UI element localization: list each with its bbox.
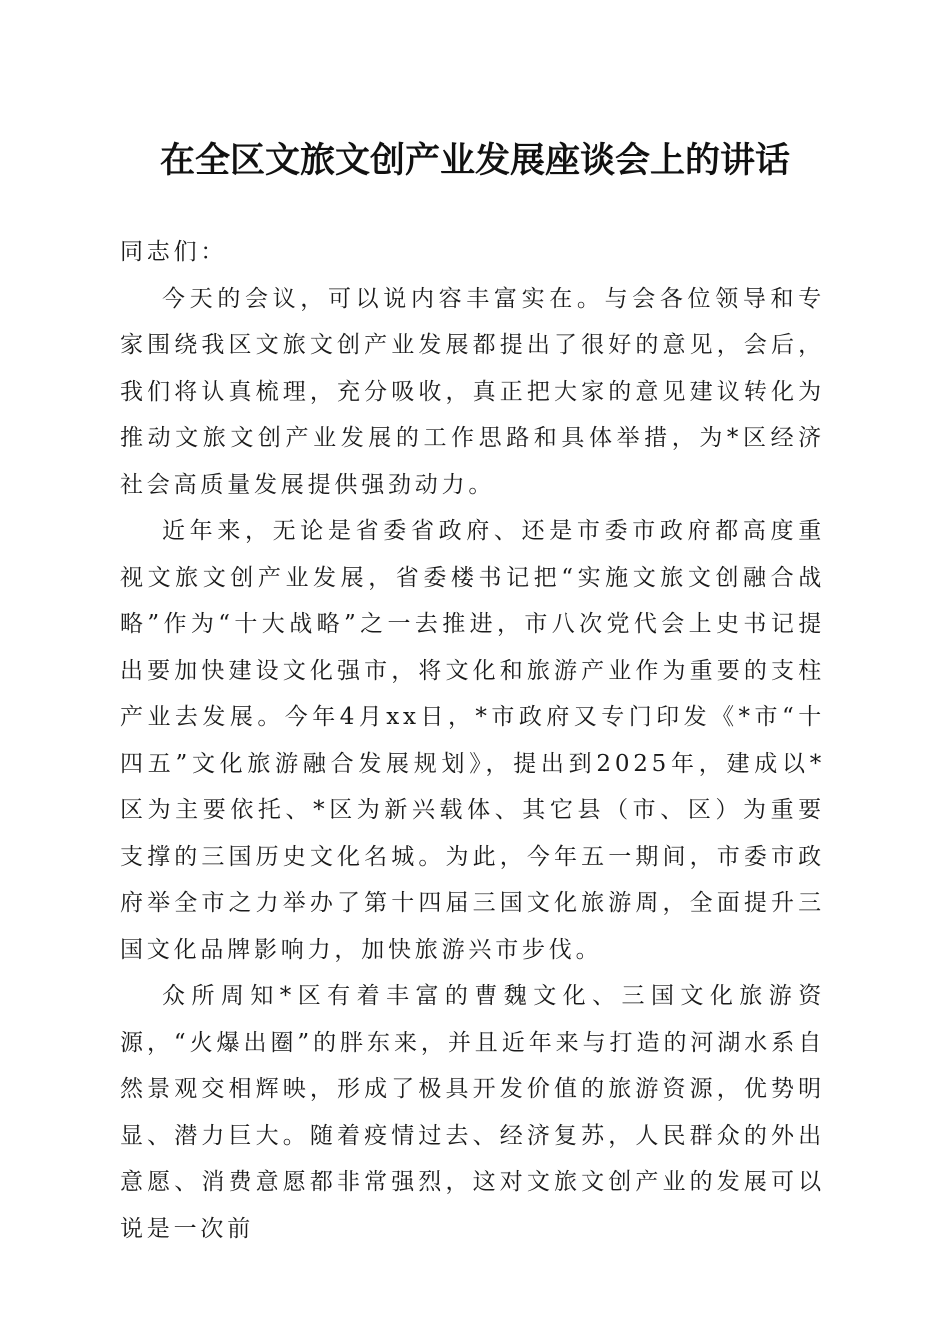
paragraph-2: 近年来，无论是省委省政府、还是市委市政府都高度重视文旅文创产业发展，省委楼书记把“实施文旅文创融合战略”作为“十大战略”之一去推进，市八次党代会上史书记提出要加快建设文化强市，将文化和旅游产业作为重要的支柱产业去发展。今年4月xx日，*市政府又专门印发《*市“十四五”文化旅游融合发展规划》，提出到2025年，建成以*区为主要依托、*区为新兴载体、其它县（市、区）为重要支撑的三国历史文化名城。为此，今年五一期间，市委市政府举全市之力举办了第十四届三国文化旅游周，全面提升三国文化品牌影响力，加快旅游兴市步伐。 xyxy=(120,518,825,963)
document-title: 在全区文旅文创产业发展座谈会上的讲话 xyxy=(159,140,790,181)
document-body xyxy=(120,229,825,1252)
paragraph-3: 众所周知*区有着丰富的曹魏文化、三国文化旅游资源，“火爆出圈”的胖东来，并且近年来与打造的河湖水系自然景观交相辉映，形成了极具开发价值的旅游资源，优势明显、潜力巨大。随着疫情过去、经济复苏，人民群众的外出意愿、消费意愿都非常强烈，这对文旅文创产业的发展可以说是一次前 xyxy=(120,983,825,1242)
paragraph-1: 今天的会议，可以说内容丰富实在。与会各位领导和专家围绕我区文旅文创产业发展都提出了很好的意见，会后，我们将认真梳理，充分吸收，真正把大家的意见建议转化为推动文旅文创产业发展的工作思路和具体举措，为*区经济社会高质量发展提供强劲动力。 xyxy=(120,285,825,498)
salutation: 同志们： xyxy=(120,239,228,265)
